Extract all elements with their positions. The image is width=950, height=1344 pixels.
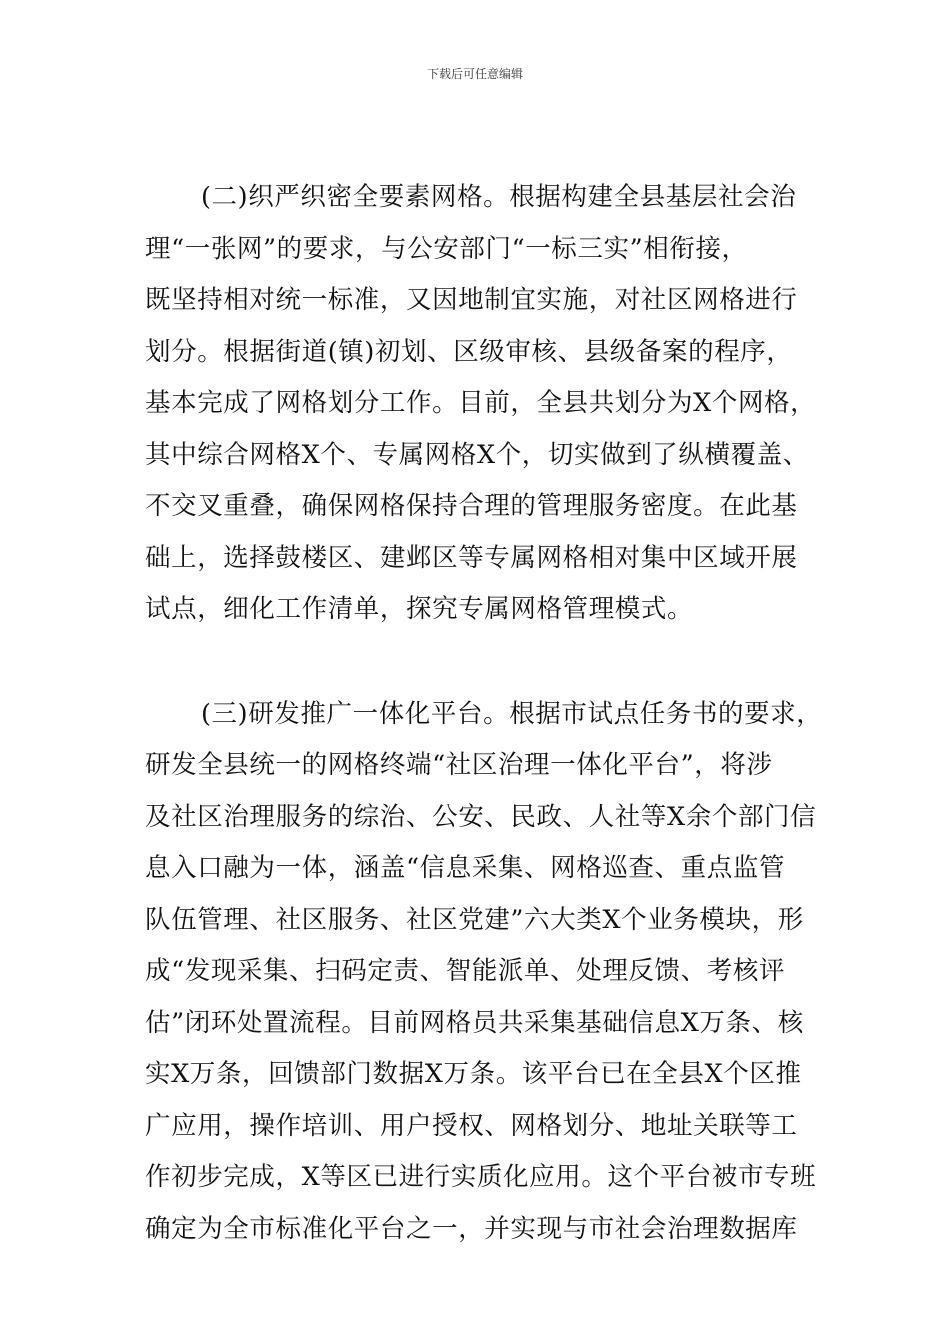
document-body — [145, 182, 823, 1265]
paragraph-line: 理“一张网”的要求，与公安部门“一标三实”相衔接， — [145, 233, 748, 264]
paragraph-line: (二)织严织密全要素网格。根据构建全县基层社会治 — [201, 182, 797, 212]
paragraph-line: 基本完成了网格划分工作。目前，全县共划分为X个网格， — [145, 388, 817, 418]
paragraph-line: 广应用，操作培训、用户授权、网格划分、地址关联等工 — [145, 1110, 798, 1141]
paragraph-line: 作初步完成，X等区已进行实质化应用。这个平台被市专班 — [145, 1162, 817, 1192]
paragraph-platform — [145, 698, 823, 1266]
paragraph-line: 成“发现采集、扫码定责、智能派单、处理反馈、考核评 — [145, 956, 786, 986]
paragraph-line: 其中综合网格X个、专属网格X个，切实做到了纵横覆盖、 — [145, 439, 809, 470]
page-header: 下载后可任意编辑 — [426, 67, 523, 81]
paragraph-line: 实X万条，回馈部门数据X万条。该平台已在全县X个区推 — [145, 1059, 802, 1089]
paragraph-line: 划分。根据街道(镇)初划、区级审核、县级备案的程序， — [145, 336, 793, 367]
paragraph-line: 既坚持相对统一标准，又因地制宜实施，对社区网格进行 — [145, 285, 798, 315]
paragraph-line: 确定为全市标准化平台之一，并实现与市社会治理数据库 — [145, 1213, 798, 1244]
paragraph-line: 息入口融为一体，涵盖“信息采集、网格巡查、重点监管 — [145, 853, 786, 883]
paragraph-spacer — [145, 646, 813, 699]
paragraph-line: 试点，细化工作清单，探究专属网格管理模式。 — [145, 594, 694, 624]
paragraph-line: 及社区治理服务的综治、公安、民政、人社等X余个部门信 — [145, 801, 817, 832]
paragraph-line: 不交叉重叠，确保网格保持合理的管理服务密度。在此基 — [145, 491, 798, 521]
paragraph-line: 估”闭环处置流程。目前网格员共采集基础信息X万条、核 — [145, 1007, 804, 1038]
paragraph-line: (三)研发推广一体化平台。根据市试点任务书的要求， — [201, 698, 823, 729]
paragraph-line: 队伍管理、社区服务、社区党建”六大类X个业务模块，形 — [145, 904, 804, 935]
paragraph-line: 研发全县统一的网格终端“社区治理一体化平台”，将涉 — [145, 750, 773, 780]
paragraph-line: 础上，选择鼓楼区、建邺区等专属网格相对集中区域开展 — [145, 542, 798, 573]
paragraph-grid-division — [145, 182, 817, 646]
